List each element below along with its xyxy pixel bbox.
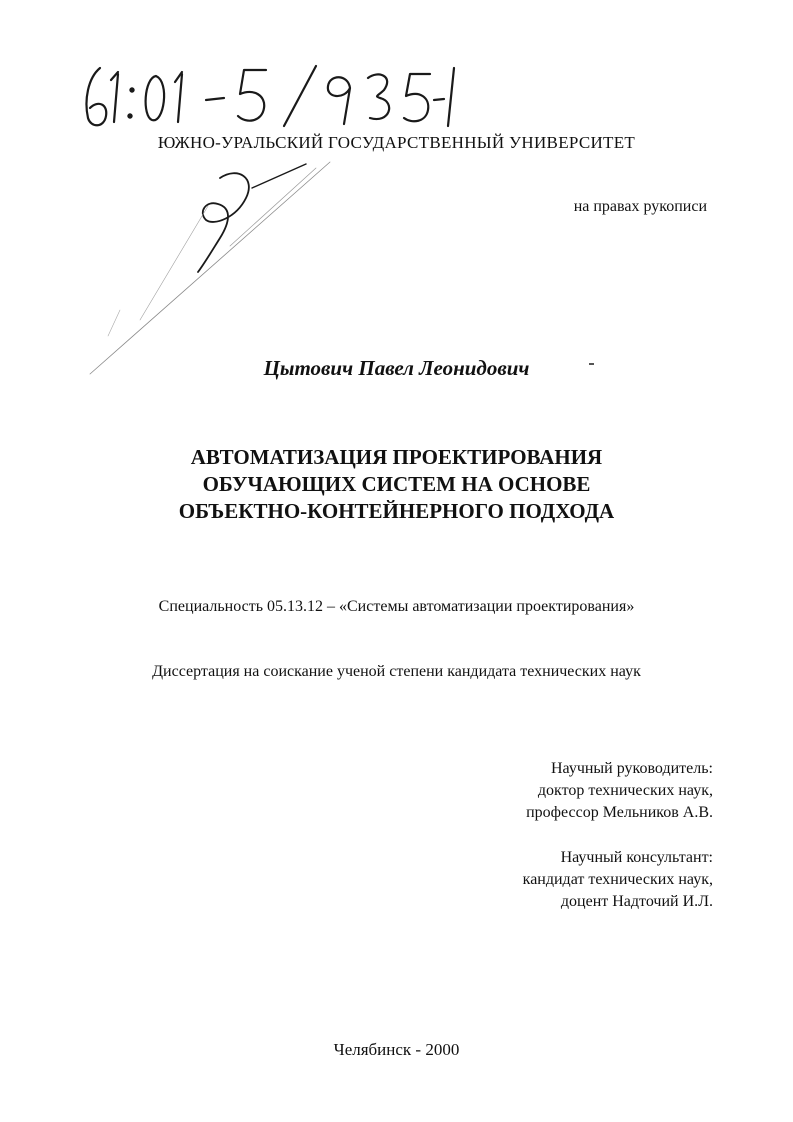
specialty-line: Специальность 05.13.12 – «Системы автоматизации проектирования» xyxy=(158,598,635,615)
manuscript-note: на правах рукописи xyxy=(573,198,707,215)
city-year: Челябинск - 2000 xyxy=(333,1040,460,1059)
consultant-title: кандидат технических наук, xyxy=(522,871,713,888)
title-line: ОБУЧАЮЩИХ СИСТЕМ НА ОСНОВЕ xyxy=(202,472,591,496)
scientific-consultant xyxy=(523,847,713,913)
advisor-title: доктор технических наук, xyxy=(537,782,713,799)
scan-speck xyxy=(589,363,594,365)
title-line: ОБЪЕКТНО-КОНТЕЙНЕРНОГО ПОДХОДА xyxy=(178,499,615,523)
university-name: ЮЖНО-УРАЛЬСКИЙ ГОСУДАРСТВЕННЫЙ УНИВЕРСИТЕТ xyxy=(157,133,636,152)
dissertation-title xyxy=(0,444,793,525)
author-name: Цытович Павел Леонидович xyxy=(263,356,530,380)
title-line: АВТОМАТИЗАЦИЯ ПРОЕКТИРОВАНИЯ xyxy=(190,445,603,469)
consultant-role: Научный консультант: xyxy=(560,849,713,866)
advisor-role: Научный руководитель: xyxy=(550,760,713,777)
handwritten-archive-number xyxy=(78,60,458,132)
degree-line: Диссертация на соискание ученой степени кандидата технических наук xyxy=(152,663,641,680)
consultant-name: доцент Надточий И.Л. xyxy=(560,893,713,910)
scientific-advisor xyxy=(526,758,713,824)
advisor-name: профессор Мельников А.В. xyxy=(526,804,713,821)
